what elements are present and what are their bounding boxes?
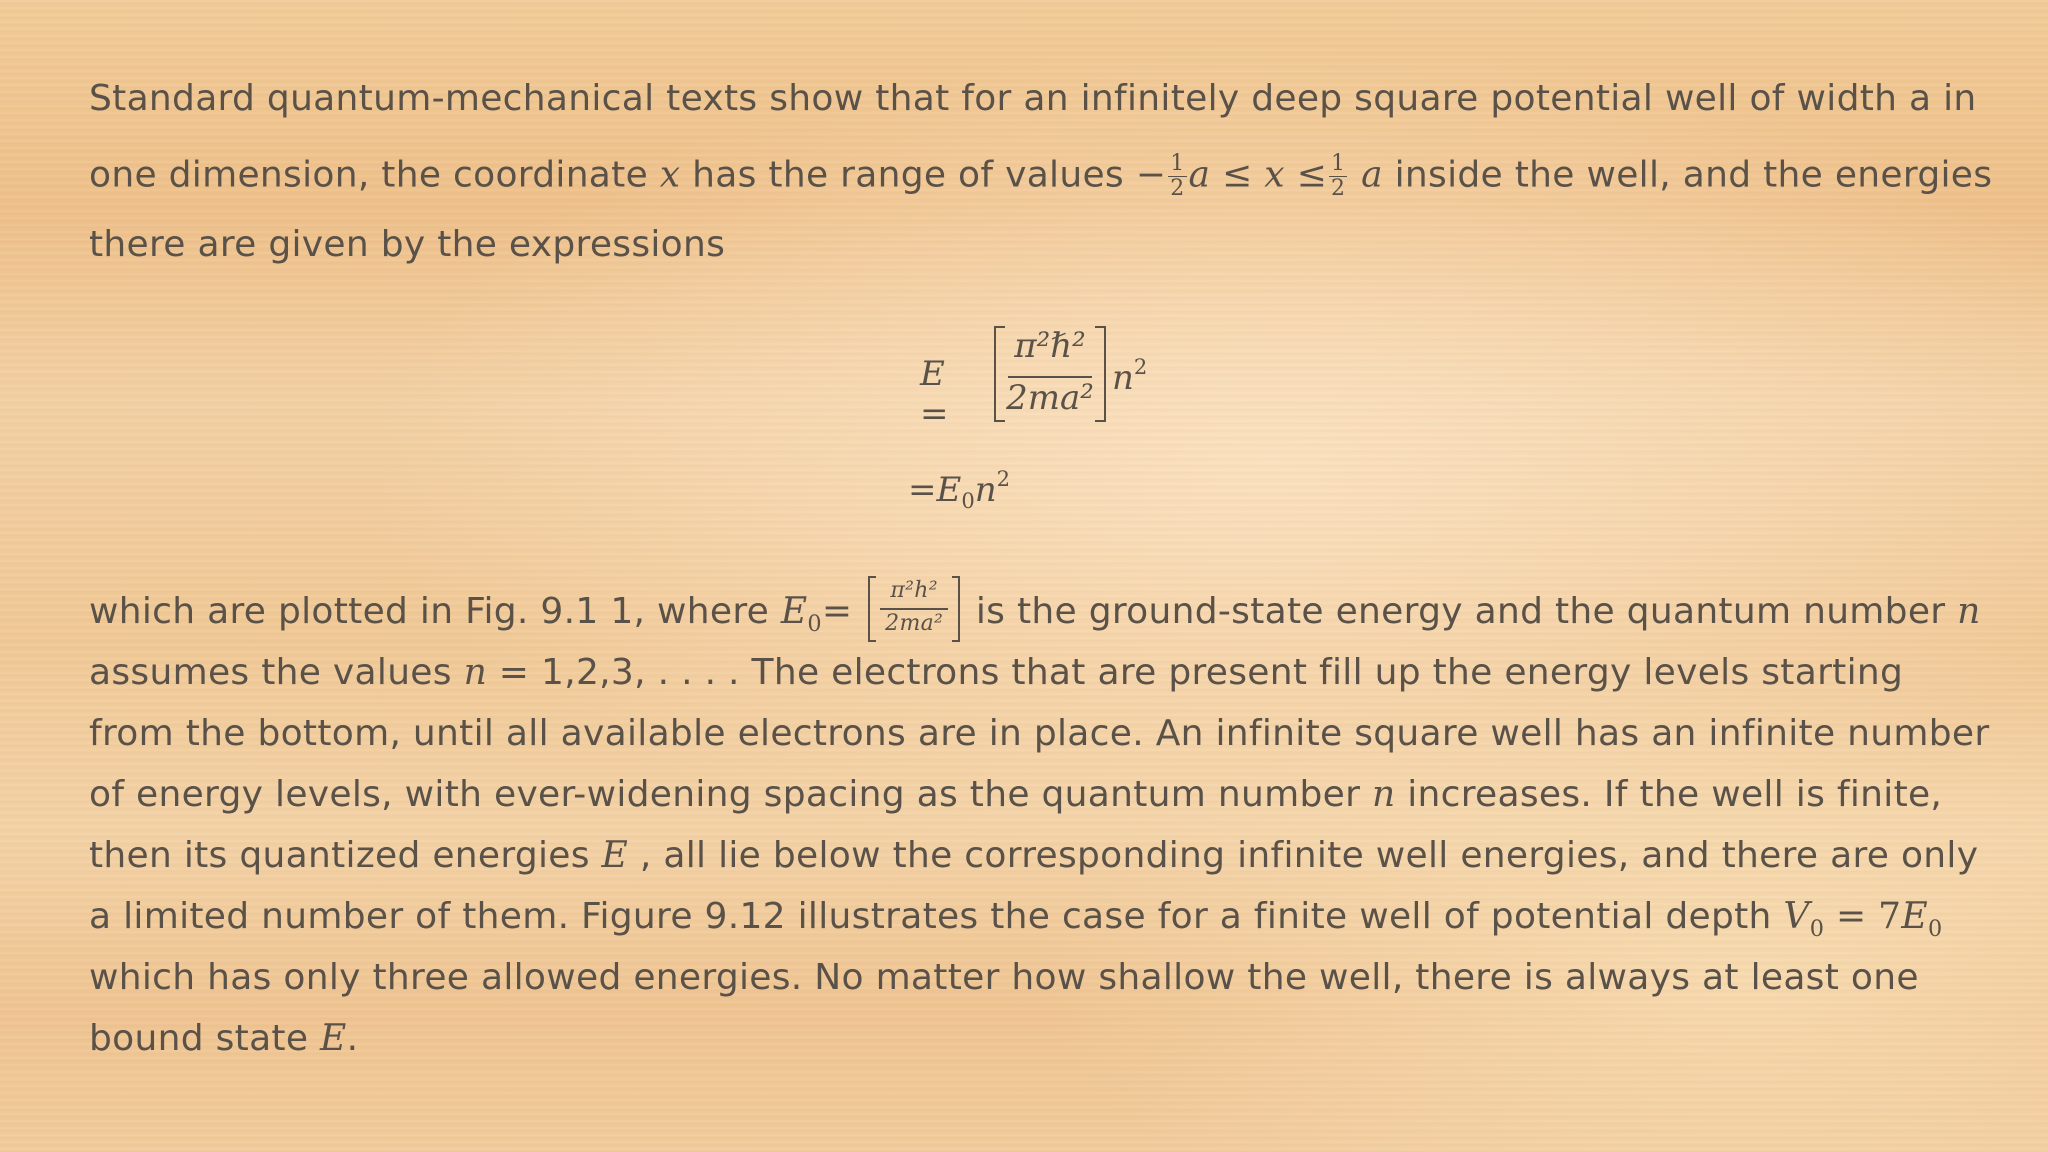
text-line: there are given by the expressions [89, 224, 726, 265]
text-line: from the bottom, until all available electrons are in place. An infinite square well has an infinite number [89, 713, 1990, 754]
text-span: , all lie below the corresponding infinite well energies, and there are only [628, 835, 1979, 876]
text-line: which has only three allowed energies. No matter how shallow the well, there is always at least one [89, 957, 1919, 998]
text-line [89, 774, 1942, 815]
fraction-denominator: 2ma² [1006, 378, 1094, 418]
text-line [89, 1018, 358, 1059]
fraction-denominator: 2ma² [885, 611, 944, 636]
math-variable: a [1349, 154, 1383, 196]
fraction-denominator: 2 [1170, 176, 1185, 201]
equation-bracket [994, 326, 1106, 422]
math-variable: n [1957, 591, 1981, 632]
superscript: 2 [996, 466, 1011, 491]
text-line [89, 652, 1903, 693]
math-variable: E [1901, 896, 1928, 937]
text-line [89, 835, 1978, 876]
text-span: inside the well, and the energies [1382, 154, 1993, 196]
fraction-numerator: π²ℏ² [1014, 326, 1086, 366]
math-variable: E [601, 835, 629, 876]
math-minus: − [1135, 154, 1167, 196]
equation-eq: =E [908, 469, 962, 510]
math-variable: n [463, 652, 488, 693]
text-span: is the ground-state energy and the quantum number [964, 591, 1958, 632]
text-span: which are plotted in Fig. 9.1 1, where [89, 591, 781, 632]
fraction-numerator: 1 [1331, 151, 1346, 176]
text-line [89, 896, 1942, 942]
math-variable: E [780, 591, 808, 632]
text-span: bound state [89, 1018, 321, 1059]
text-span: of energy levels, with ever-widening spacing as the quantum number [89, 774, 1372, 815]
text-line [89, 152, 1992, 201]
math-variable: x [659, 154, 681, 196]
fraction-denominator: 2 [1331, 176, 1346, 201]
math-variable: E [320, 1018, 347, 1059]
half-fraction [1329, 152, 1347, 201]
subscript: 0 [807, 610, 822, 637]
subscript: 0 [1809, 915, 1825, 942]
subscript: 0 [1927, 915, 1943, 942]
math-variable: V [1783, 896, 1810, 937]
text-span: assumes the values [89, 652, 464, 693]
fraction-numerator: π²h² [890, 578, 938, 603]
half-fraction [1168, 152, 1186, 201]
math-equals: = 7 [1824, 896, 1902, 937]
text-span: a limited number of them. Figure 9.12 illustrates the case for a finite well of potential depth [89, 896, 1784, 937]
ground-energy-equation [908, 466, 1010, 513]
text-span: has the range of values [680, 154, 1136, 196]
text-line: Standard quantum-mechanical texts show that for an infinitely deep square potential well of width a in [89, 78, 1977, 119]
text-span: = 1,2,3, . . . . The electrons that are present fill up the energy levels starting [487, 652, 1904, 693]
subscript: 0 [961, 488, 975, 514]
math-variable: n [974, 469, 997, 510]
math-variable: n [1371, 774, 1396, 815]
equation-rhs: $n^2$ [1112, 354, 1148, 398]
text-span: one dimension, the coordinate [89, 154, 660, 196]
text-line [89, 580, 1981, 646]
equation-lhs: E = [920, 354, 949, 434]
text-span: increases. If the well is finite, [1395, 774, 1943, 815]
math-range: a ≤ x ≤ [1188, 154, 1328, 196]
fraction-numerator: 1 [1170, 151, 1185, 176]
text-span: . [346, 1018, 359, 1059]
math-equals: = [821, 591, 865, 632]
text-span: then its quantized energies [89, 835, 602, 876]
ground-energy-fraction [868, 576, 960, 642]
